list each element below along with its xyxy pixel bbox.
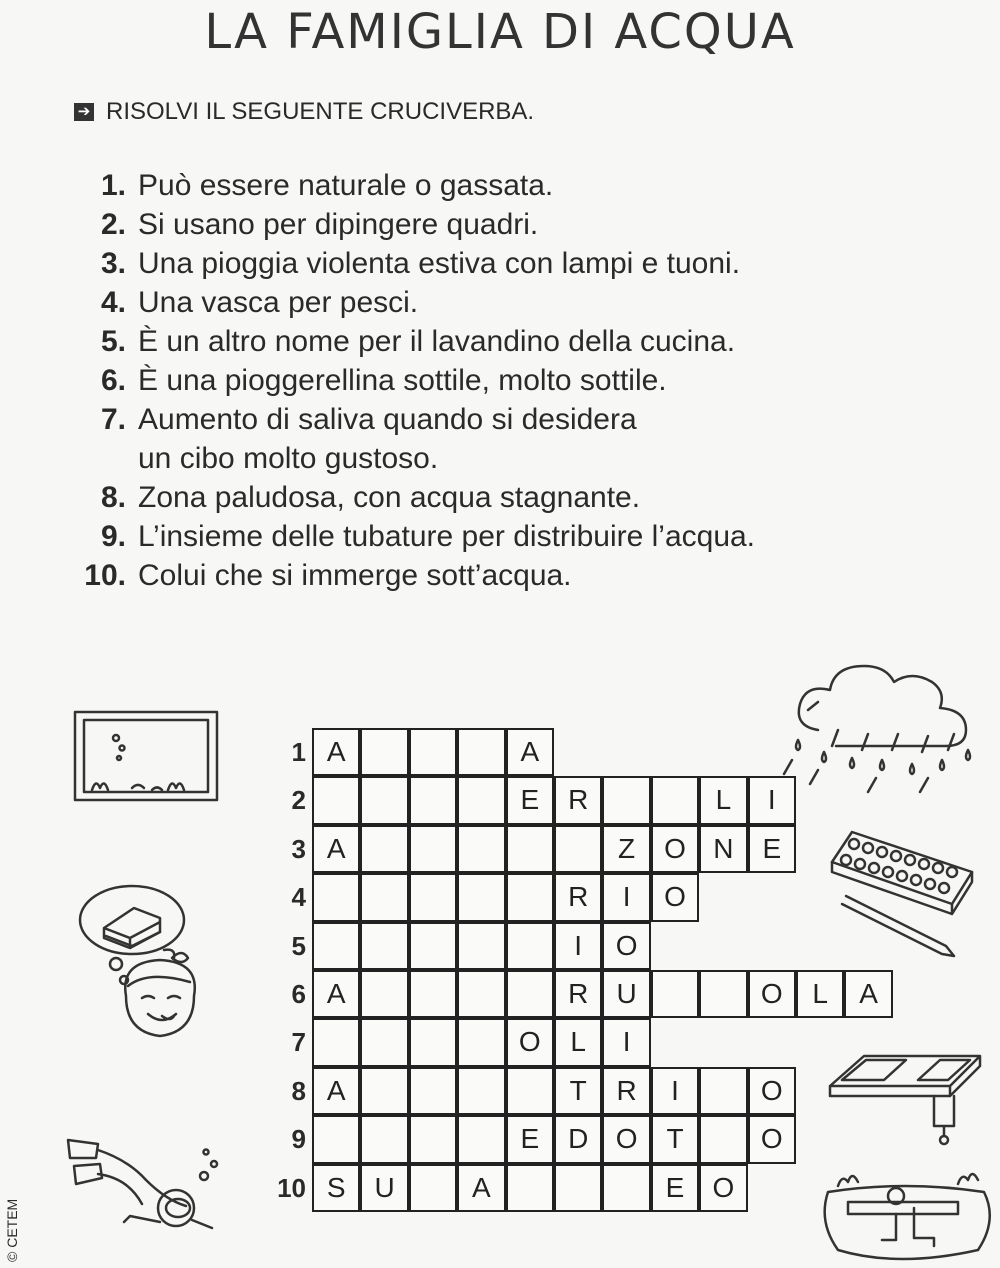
crossword-cell[interactable]: A [312,1067,360,1115]
crossword-cell[interactable]: E [506,776,554,824]
row-number: 9 [291,1124,306,1154]
crossword-cell[interactable]: A [312,970,360,1018]
crossword-cell[interactable] [312,873,360,921]
crossword-cell[interactable] [409,1067,457,1115]
clue-9: 9. L’insieme delle tubature per distribuire l’acqua. [100,519,756,553]
clue-5: 5. È un altro nome per il lavandino della cucina. [100,324,736,358]
row-number: 10 [277,1173,306,1203]
crossword-cell[interactable]: N [699,825,747,873]
crossword-cell[interactable] [409,776,457,824]
clue-2: 2. Si usano per dipingere quadri. [100,207,539,241]
crossword-cell[interactable] [312,1018,360,1066]
crossword-cell[interactable]: L [796,970,844,1018]
clue-list [70,166,755,595]
crossword-cell[interactable] [409,1018,457,1066]
clue-7-continued: un cibo molto gustoso. [138,441,439,475]
crossword-cell[interactable] [602,1164,650,1212]
clue-4: 4. Una vasca per pesci. [100,285,419,319]
instruction-text: RISOLVI IL SEGUENTE CRUCIVERBA. [106,98,535,125]
crossword-cell[interactable]: L [554,1018,602,1066]
crossword-cell[interactable] [457,1067,505,1115]
crossword-cell[interactable] [699,970,747,1018]
row-number: 8 [291,1076,306,1106]
girl-face-icon [112,946,208,1046]
crossword-cell[interactable]: R [554,776,602,824]
crossword-cell[interactable]: I [651,1067,699,1115]
instruction [74,96,534,128]
crossword-cell[interactable]: U [360,1164,408,1212]
crossword-cell[interactable] [699,1067,747,1115]
crossword-cell[interactable] [360,776,408,824]
crossword-cell[interactable]: I [554,922,602,970]
row-number: 5 [291,931,306,961]
crossword-cell[interactable] [699,1115,747,1163]
crossword-cell[interactable] [506,825,554,873]
crossword-cell[interactable]: E [506,1115,554,1163]
crossword-cell[interactable]: A [844,970,892,1018]
crossword-cell[interactable]: R [554,970,602,1018]
water-pipes-icon [818,1164,994,1264]
clue-10: 10. Colui che si immerge sott’acqua. [84,558,572,592]
crossword-cell[interactable] [409,825,457,873]
crossword-cell[interactable]: Z [602,825,650,873]
crossword-cell[interactable] [312,1115,360,1163]
crossword-cell[interactable] [457,728,505,776]
crossword-cell[interactable] [312,776,360,824]
crossword-cell[interactable] [506,970,554,1018]
crossword-cell[interactable] [506,1067,554,1115]
crossword-cell[interactable] [360,1115,408,1163]
crossword-cell[interactable]: O [506,1018,554,1066]
sink-icon [826,1052,986,1148]
clue-8: 8. Zona paludosa, con acqua stagnante. [100,480,641,514]
crossword-cell[interactable] [457,776,505,824]
aquarium-icon [72,708,220,804]
crossword-cell[interactable] [360,1018,408,1066]
crossword-cell[interactable] [506,922,554,970]
crossword-cell[interactable] [457,873,505,921]
arrow-right-icon: ➔ [74,103,94,121]
crossword-cell[interactable] [312,922,360,970]
watercolor-palette-icon [826,826,978,960]
clue-6: 6. È una pioggerellina sottile, molto sottile. [100,363,667,397]
crossword-cell[interactable]: A [457,1164,505,1212]
crossword-cell[interactable] [360,970,408,1018]
crossword-cell[interactable]: I [602,873,650,921]
crossword-cell[interactable]: T [651,1115,699,1163]
crossword-cell[interactable]: L [699,776,747,824]
crossword-cell[interactable]: O [748,970,796,1018]
row-number: 2 [291,785,306,815]
crossword-cell[interactable]: A [506,728,554,776]
crossword-cell[interactable]: S [312,1164,360,1212]
crossword-cell[interactable]: R [602,1067,650,1115]
page-title: LA FAMIGLIA DI ACQUA [204,4,796,60]
crossword-cell[interactable] [360,922,408,970]
row-number: 3 [291,834,306,864]
crossword-cell[interactable] [409,970,457,1018]
crossword-cell[interactable]: O [602,922,650,970]
clue-1: 1. Può essere naturale o gassata. [100,168,554,202]
crossword-cell[interactable]: O [651,873,699,921]
clue-3: 3. Una pioggia violenta estiva con lampi e tuoni. [100,246,741,280]
crossword-cell[interactable] [457,922,505,970]
crossword-cell[interactable] [360,873,408,921]
copyright: © CETEM [4,1198,20,1262]
crossword-cell[interactable]: O [748,1067,796,1115]
crossword-cell[interactable] [409,922,457,970]
crossword-cell[interactable]: D [554,1115,602,1163]
crossword-cell[interactable] [360,1067,408,1115]
scuba-diver-icon [64,1130,226,1240]
crossword-cell[interactable]: E [748,825,796,873]
crossword-cell[interactable] [554,825,602,873]
crossword-cell[interactable] [457,1018,505,1066]
crossword-grid [312,728,892,1212]
crossword-cell[interactable] [506,1164,554,1212]
crossword-cell[interactable] [506,873,554,921]
crossword-cell[interactable]: I [748,776,796,824]
crossword-cell[interactable] [651,970,699,1018]
row-number: 4 [291,882,306,912]
crossword-cell[interactable] [409,1115,457,1163]
clue-7: 7. Aumento di saliva quando si desidera [100,402,637,436]
crossword-cell[interactable] [554,1164,602,1212]
crossword-cell[interactable] [457,970,505,1018]
crossword-cell[interactable]: I [602,1018,650,1066]
crossword-cell[interactable] [651,776,699,824]
crossword-cell[interactable] [409,728,457,776]
storm-cloud-icon [778,660,992,796]
crossword-cell[interactable]: U [602,970,650,1018]
crossword-cell[interactable]: O [699,1164,747,1212]
crossword-cell[interactable]: O [748,1115,796,1163]
crossword-cell[interactable] [457,1115,505,1163]
crossword-cell[interactable]: E [651,1164,699,1212]
crossword-cell[interactable]: A [312,825,360,873]
row-number: 7 [291,1027,306,1057]
crossword-cell[interactable] [602,776,650,824]
crossword-cell[interactable] [360,728,408,776]
row-number: 1 [291,737,306,767]
crossword-cell[interactable] [457,825,505,873]
crossword-cell[interactable]: T [554,1067,602,1115]
crossword-cell[interactable] [360,825,408,873]
crossword-cell[interactable]: O [602,1115,650,1163]
crossword-cell[interactable]: O [651,825,699,873]
row-number: 6 [291,979,306,1009]
crossword-cell[interactable] [409,873,457,921]
crossword-cell[interactable] [409,1164,457,1212]
crossword-cell[interactable]: R [554,873,602,921]
crossword-cell[interactable]: A [312,728,360,776]
